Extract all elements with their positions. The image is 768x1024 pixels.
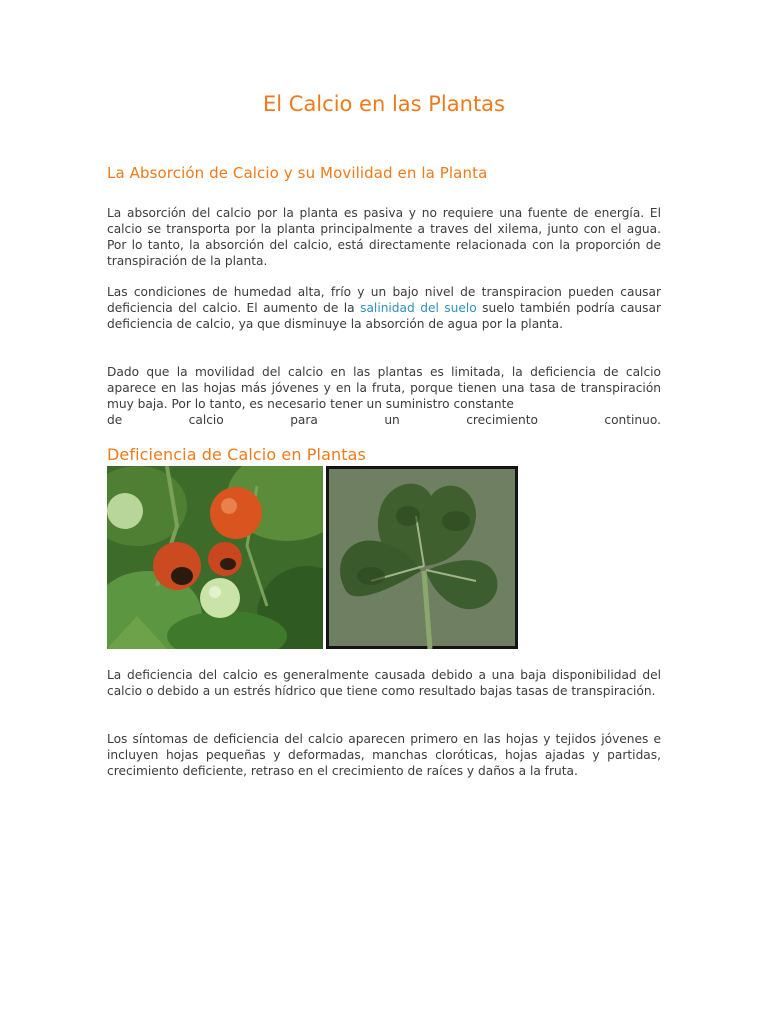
paragraph-absorption-3 <box>107 364 661 428</box>
leaf-deficiency-photo <box>326 466 518 649</box>
section-heading-absorption: La Absorción de Calcio y su Movilidad en la Planta <box>107 164 488 182</box>
paragraph-absorption-3-last-line: de calcio para un crecimiento continuo. <box>107 413 661 427</box>
salinity-link[interactable]: salinidad del suelo <box>360 301 477 315</box>
tomato-blossom-end-rot-photo <box>107 466 323 649</box>
paragraph-absorption-3-main: Dado que la movilidad del calcio en las plantas es limitada, la deficiencia de calcio aparece en las hojas más jóvenes y en la fruta, porque tienen una tasa de transpiración muy baja. Por lo tanto, es necesario tener un suministro constante <box>107 365 661 411</box>
paragraph-absorption-2 <box>107 284 661 332</box>
paragraph-deficiency-2: Los síntomas de deficiencia del calcio aparecen primero en las hojas y tejidos jóvenes e incluyen hojas pequeñas y deformadas, manchas cloróticas, hojas ajadas y partidas, crecimiento deficiente, retraso en el crecimiento de raíces y daños a la fruta. <box>107 732 661 778</box>
paragraph-absorption-2-end: suelo también podría causar deficiencia de calcio, ya que disminuye la absorción de agua por la planta. <box>107 301 661 331</box>
paragraph-absorption-2-start: Las condiciones de humedad alta, frío y un bajo nivel de transpiracion pueden causar deficiencia del calcio. El aumento de la <box>107 285 661 315</box>
page-title: El Calcio en las Plantas <box>263 92 505 116</box>
photo-gallery <box>107 466 517 649</box>
paragraph-deficiency-1: La deficiencia del calcio es generalmente causada debido a una baja disponibilidad del calcio o debido a un estrés hídrico que tiene como resultado bajas tasas de transpiración. <box>107 668 661 698</box>
section-heading-deficiency: Deficiencia de Calcio en Plantas <box>107 445 366 464</box>
paragraph-absorption-1: La absorción del calcio por la planta es pasiva y no requiere una fuente de energía. El calcio se transporta por la planta principalmente a traves del xilema, junto con el agua. Por lo tanto, la absorción del calcio, está directamente relacionada con la proporción de transpiración de la planta. <box>107 206 661 268</box>
